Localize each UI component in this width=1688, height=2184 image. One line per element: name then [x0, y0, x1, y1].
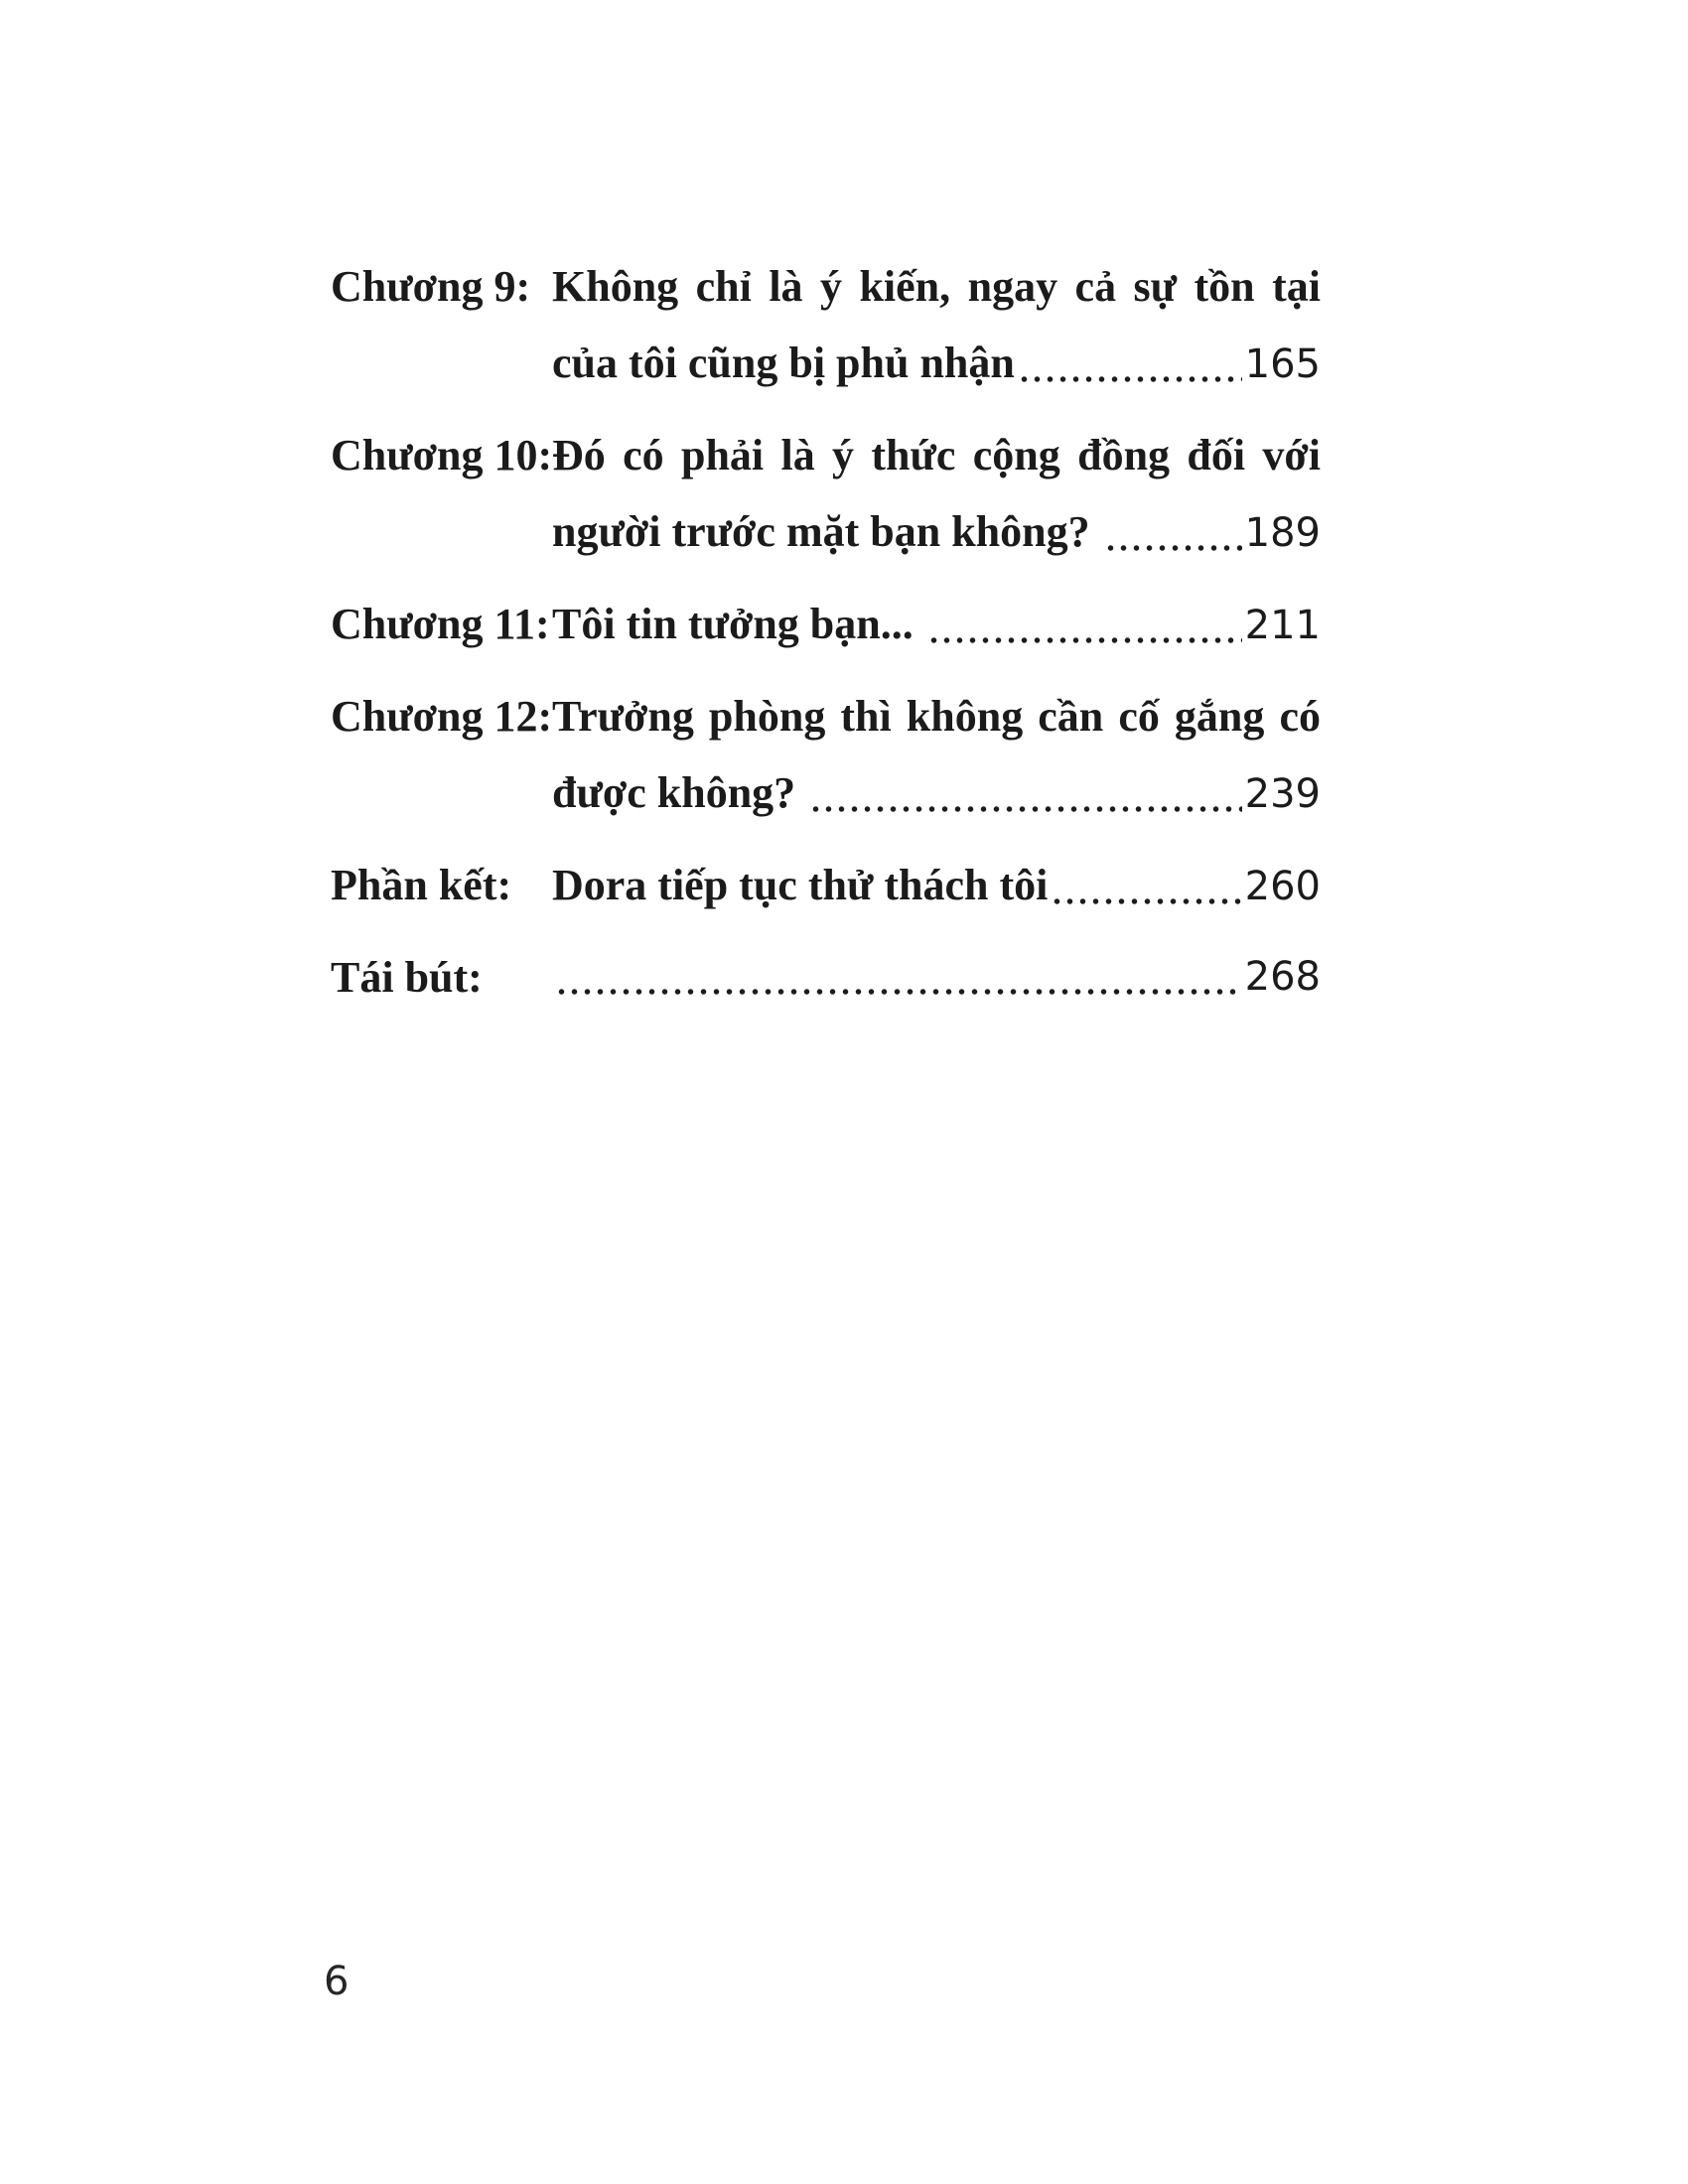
toc-entry-title-text: người trước mặt bạn không?	[552, 507, 1101, 556]
toc-entry-label: Tái bút:	[331, 953, 483, 1002]
dotted-leader	[809, 806, 1241, 812]
toc-entry-title-text: của tôi cũng bị phủ nhận	[552, 339, 1015, 387]
toc-entry-label: Chương 9:	[331, 262, 531, 311]
toc-entry-title	[552, 248, 1321, 403]
toc-entry-label: Chương 11:	[331, 600, 550, 648]
toc-entry-page-number: 239	[1244, 771, 1321, 817]
toc-entry-page-number: 211	[1244, 603, 1321, 648]
toc-entry	[331, 847, 1321, 925]
toc-entry-title	[552, 939, 1321, 1016]
toc-entry-label: Chương 12:	[331, 692, 553, 741]
toc-entry-title-text: Dora tiếp tục thử thách tôi	[552, 861, 1049, 909]
toc-entry	[331, 678, 1321, 833]
toc-entry	[331, 248, 1321, 403]
toc-entry-title-line: Không chỉ là ý kiến, ngay cả sự tồn tại	[552, 262, 1321, 311]
toc-entry-page-number: 189	[1244, 510, 1321, 556]
toc-entry-title-text: được không?	[552, 768, 807, 817]
toc-entry-title	[552, 586, 1321, 664]
toc-entry-last-line	[552, 325, 1321, 403]
toc-entry-title	[552, 678, 1321, 833]
toc-entry-page-number: 268	[1244, 954, 1321, 1000]
toc-entry	[331, 586, 1321, 664]
toc-entry-last-line	[552, 754, 1321, 833]
dotted-leader	[1018, 376, 1242, 382]
toc-entry-page-number: 165	[1244, 341, 1321, 387]
toc-entry	[331, 417, 1321, 572]
toc-entry-title-line: Đó có phải là ý thức cộng đồng đối với	[552, 431, 1321, 479]
toc-entry-last-line	[552, 586, 1321, 664]
toc-entry-title	[552, 417, 1321, 572]
table-of-contents	[331, 248, 1321, 1029]
toc-entry-title-text: Tôi tin tưởng bạn...	[552, 600, 924, 648]
dotted-leader	[1104, 545, 1242, 551]
toc-entry-last-line	[552, 847, 1321, 925]
toc-entry-title-line: Trưởng phòng thì không cần cố gắng có	[552, 692, 1321, 741]
toc-entry-label: Chương 10:	[331, 431, 553, 479]
footer-page-number: 6	[324, 1959, 350, 2004]
toc-entry-page-number: 260	[1244, 864, 1321, 909]
page-footer	[324, 1958, 349, 2005]
toc-entry-label: Phần kết:	[331, 861, 512, 909]
dotted-leader	[927, 637, 1242, 643]
toc-entry	[331, 939, 1321, 1016]
toc-entry-title	[552, 847, 1321, 925]
toc-entry-last-line	[552, 493, 1321, 572]
dotted-leader	[1051, 898, 1241, 904]
toc-entry-last-line	[552, 939, 1321, 1016]
dotted-leader	[555, 989, 1242, 995]
